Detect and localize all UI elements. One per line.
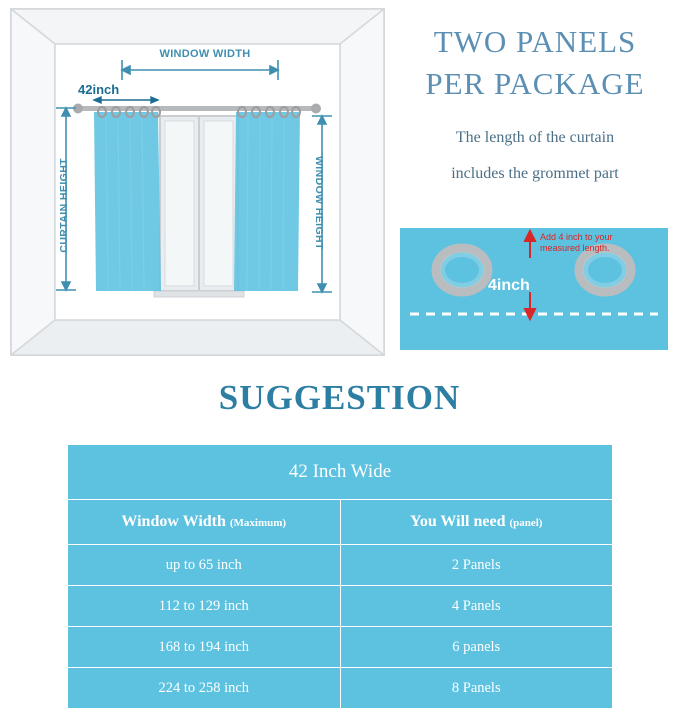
row-1-width: 112 to 129 inch — [68, 586, 341, 627]
table-row-header-width — [68, 445, 613, 500]
row-1-panels: 4 Panels — [340, 586, 613, 627]
curtain-height-label: CURTAIN HEIGHT — [58, 158, 70, 253]
row-2-width: 168 to 194 inch — [68, 627, 341, 668]
table-row-column-headers — [68, 500, 613, 545]
table-width-header: 42 Inch Wide — [68, 445, 613, 500]
suggestion-table — [67, 444, 613, 709]
subline-1: The length of the curtain — [455, 129, 615, 147]
table-row — [68, 545, 613, 586]
headline-line-1: TWO PANELS — [433, 24, 637, 59]
column-header-window-width-main: Window Width — [121, 513, 226, 530]
column-header-you-will-need — [340, 500, 613, 545]
grommet-note-line-1: Add 4 inch to your — [540, 232, 613, 242]
grommet-note-line-2: measured length. — [540, 243, 610, 253]
headline-block — [392, 22, 678, 187]
grommet-measure-label: 4inch — [488, 277, 530, 294]
row-2-panels: 6 panels — [340, 627, 613, 668]
table-row — [68, 586, 613, 627]
column-header-you-will-need-main: You Will need — [410, 513, 506, 530]
row-0-panels: 2 Panels — [340, 545, 613, 586]
window-height-label: WINDOW HEIGHT — [313, 156, 325, 250]
table-row — [68, 668, 613, 709]
window-width-label: WINDOW WIDTH — [159, 48, 251, 60]
room-diagram — [10, 8, 385, 356]
panel-width-label: 42inch — [78, 82, 120, 97]
headline-line-2: PER PACKAGE — [425, 65, 645, 101]
column-header-window-width-sub: (Maximum) — [229, 517, 287, 529]
grommet-diagram — [400, 228, 668, 350]
table-row — [68, 627, 613, 668]
row-3-panels: 8 Panels — [340, 668, 613, 709]
row-3-width: 224 to 258 inch — [68, 668, 341, 709]
subline-2: includes the grommet part — [451, 164, 619, 182]
row-0-width: up to 65 inch — [68, 545, 341, 586]
column-header-window-width — [68, 500, 341, 545]
column-header-you-will-need-sub: (panel) — [509, 517, 543, 529]
suggestion-title: SUGGESTION — [218, 378, 461, 417]
grommet-illustration — [400, 228, 668, 350]
